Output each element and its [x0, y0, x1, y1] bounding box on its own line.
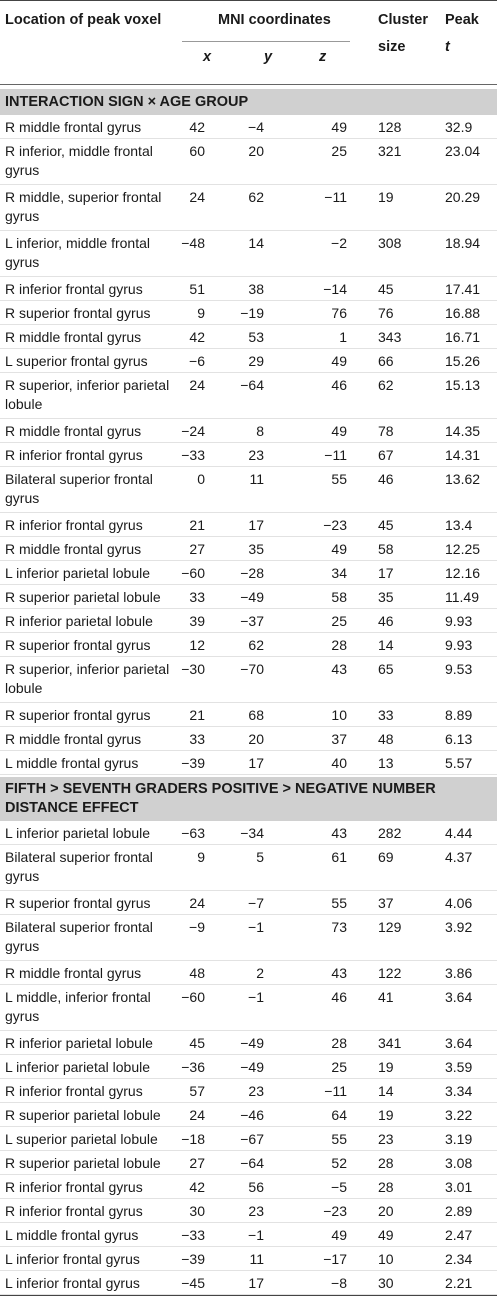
cell-peak-t: 15.13: [445, 377, 481, 393]
table-row: [0, 1223, 497, 1247]
cell-peak-t: 3.92: [445, 919, 473, 935]
table-row: [0, 915, 497, 961]
table-row: [0, 821, 497, 845]
cell-x: −63: [181, 825, 205, 841]
cell-x: 42: [189, 119, 205, 135]
cell-cluster-size: 46: [378, 613, 394, 629]
table-row: [0, 1199, 497, 1223]
cell-z: −23: [323, 1203, 347, 1219]
table-row: [0, 703, 497, 727]
cell-cluster-size: 341: [378, 1035, 402, 1051]
cell-y: −64: [240, 1155, 264, 1171]
cell-y: 5: [256, 849, 264, 865]
cell-z: −11: [324, 447, 347, 463]
cell-peak-t: 14.31: [445, 447, 481, 463]
cell-z: −23: [323, 517, 347, 533]
cell-y: 38: [248, 281, 264, 297]
table-row: [0, 513, 497, 537]
cell-location: R middle frontal gyrus: [5, 965, 142, 981]
cell-y: −34: [240, 825, 264, 841]
cell-z: −2: [331, 235, 347, 251]
cell-z: 43: [331, 965, 347, 981]
cell-peak-t: 12.16: [445, 565, 481, 581]
table-row: [0, 561, 497, 585]
header-peak-1: Peak: [445, 12, 479, 28]
table-row: [0, 1127, 497, 1151]
header-cluster-2: size: [378, 39, 406, 55]
table-row: [0, 231, 497, 277]
table-row: [0, 419, 497, 443]
cell-z: 25: [331, 1059, 347, 1075]
cell-y: 14: [248, 235, 264, 251]
table-row: [0, 985, 497, 1031]
cell-z: 25: [331, 613, 347, 629]
cell-y: −64: [240, 377, 264, 393]
cell-location: L inferior parietal lobule: [5, 825, 151, 841]
cell-z: 43: [331, 825, 347, 841]
cell-z: −8: [331, 1275, 347, 1291]
cell-y: −49: [240, 589, 264, 605]
cell-y: 11: [249, 471, 264, 487]
table-row: [0, 1175, 497, 1199]
cell-z: 28: [331, 637, 347, 653]
cell-y: −7: [248, 895, 264, 911]
cell-peak-t: 3.64: [445, 1035, 473, 1051]
cell-peak-t: 18.94: [445, 235, 481, 251]
cell-peak-t: 3.01: [445, 1179, 473, 1195]
cell-y: −49: [240, 1035, 264, 1051]
cell-y: 62: [248, 637, 264, 653]
cell-location: L superior frontal gyrus: [5, 353, 148, 369]
cell-peak-t: 4.06: [445, 895, 473, 911]
cell-y: 20: [248, 143, 264, 159]
cell-cluster-size: 122: [378, 965, 402, 981]
cell-cluster-size: 14: [378, 637, 394, 653]
cell-location: L middle frontal gyrus: [5, 755, 139, 771]
cell-y: −28: [240, 565, 264, 581]
cell-x: 27: [189, 1155, 205, 1171]
cell-cluster-size: 46: [378, 471, 394, 487]
cell-y: −49: [240, 1059, 264, 1075]
cell-x: 51: [189, 281, 205, 297]
cell-y: −1: [248, 1227, 264, 1243]
cell-x: 24: [189, 1107, 205, 1123]
cell-cluster-size: 37: [378, 895, 394, 911]
cell-y: 23: [248, 447, 264, 463]
cell-y: 53: [248, 329, 264, 345]
table-row: [0, 727, 497, 751]
cell-cluster-size: 128: [378, 119, 402, 135]
cell-peak-t: 3.64: [445, 989, 473, 1005]
cell-z: 43: [331, 661, 347, 677]
cell-z: 64: [331, 1107, 347, 1123]
cell-z: −17: [323, 1251, 347, 1267]
cell-location: R middle frontal gyrus: [5, 731, 142, 747]
cell-location: R middle, superior frontal gyrus: [5, 189, 162, 224]
cell-x: 42: [189, 1179, 205, 1195]
cell-location: L inferior, middle frontal gyrus: [5, 235, 150, 270]
cell-x: −60: [181, 565, 205, 581]
cell-y: 56: [248, 1179, 264, 1195]
cell-location: R inferior frontal gyrus: [5, 281, 143, 297]
cell-peak-t: 3.86: [445, 965, 473, 981]
cell-z: 61: [331, 849, 347, 865]
cell-peak-t: 13.62: [445, 471, 481, 487]
cell-y: 17: [248, 755, 264, 771]
cell-location: R middle frontal gyrus: [5, 423, 142, 439]
cell-x: −60: [181, 989, 205, 1005]
table-row: [0, 537, 497, 561]
cell-x: −33: [181, 447, 205, 463]
cell-peak-t: 2.21: [445, 1275, 473, 1291]
table-row: [0, 633, 497, 657]
cell-location: R superior, inferior parietal lobule: [5, 377, 170, 412]
cell-location: R inferior frontal gyrus: [5, 517, 143, 533]
cell-x: −39: [181, 1251, 205, 1267]
cell-y: 8: [256, 423, 264, 439]
header-rule: [0, 84, 497, 85]
cell-z: 55: [331, 1131, 347, 1147]
cell-x: −6: [189, 353, 205, 369]
table-row: [0, 277, 497, 301]
cell-location: R superior parietal lobule: [5, 1107, 161, 1123]
cell-x: 57: [189, 1083, 205, 1099]
cell-x: 24: [189, 377, 205, 393]
cell-x: 9: [197, 305, 205, 321]
table-row: [0, 1055, 497, 1079]
cell-location: R middle frontal gyrus: [5, 119, 142, 135]
cell-x: 9: [197, 849, 205, 865]
table-row: [0, 443, 497, 467]
cell-location: R superior parietal lobule: [5, 589, 161, 605]
cell-x: −24: [181, 423, 205, 439]
table-row: [0, 891, 497, 915]
cell-peak-t: 20.29: [445, 189, 481, 205]
cell-z: 46: [331, 377, 347, 393]
cell-location: R superior frontal gyrus: [5, 305, 151, 321]
cell-location: Bilateral superior frontal gyrus: [5, 919, 153, 954]
cell-cluster-size: 28: [378, 1155, 394, 1171]
mni-underline: [182, 41, 350, 42]
cell-z: 49: [331, 119, 347, 135]
cell-cluster-size: 308: [378, 235, 402, 251]
cell-z: −11: [324, 189, 347, 205]
cell-cluster-size: 19: [378, 1059, 394, 1075]
header-y: y: [264, 49, 273, 65]
cell-x: −9: [189, 919, 205, 935]
cell-location: L middle, inferior frontal gyrus: [5, 989, 151, 1024]
cell-peak-t: 12.25: [445, 541, 481, 557]
cell-x: −18: [181, 1131, 205, 1147]
table-row: [0, 373, 497, 419]
header-peak-2: t: [445, 39, 450, 55]
cell-cluster-size: 35: [378, 589, 394, 605]
cell-peak-t: 16.71: [445, 329, 481, 345]
cell-z: 37: [331, 731, 347, 747]
cell-z: 40: [331, 755, 347, 771]
cell-y: 20: [248, 731, 264, 747]
cell-cluster-size: 62: [378, 377, 394, 393]
cell-location: Bilateral superior frontal gyrus: [5, 849, 153, 884]
cell-location: L superior parietal lobule: [5, 1131, 158, 1147]
cell-z: 25: [331, 143, 347, 159]
table-row: [0, 1151, 497, 1175]
header-x: x: [203, 49, 212, 65]
table-row: [0, 845, 497, 891]
cell-cluster-size: 58: [378, 541, 394, 557]
cell-peak-t: 2.47: [445, 1227, 473, 1243]
cell-location: R superior frontal gyrus: [5, 707, 151, 723]
cell-z: 1: [339, 329, 347, 345]
cell-cluster-size: 129: [378, 919, 402, 935]
cell-y: 23: [248, 1083, 264, 1099]
cell-z: −5: [331, 1179, 347, 1195]
table-row: [0, 585, 497, 609]
cell-x: 21: [189, 707, 205, 723]
cell-peak-t: 9.53: [445, 661, 473, 677]
cell-z: 28: [331, 1035, 347, 1051]
cell-cluster-size: 23: [378, 1131, 394, 1147]
cell-peak-t: 3.59: [445, 1059, 473, 1075]
cell-peak-t: 4.44: [445, 825, 473, 841]
table-header: [0, 0, 497, 85]
cell-z: 58: [331, 589, 347, 605]
cell-location: L inferior frontal gyrus: [5, 1275, 140, 1291]
cell-location: R inferior, middle frontal gyrus: [5, 143, 153, 178]
cell-peak-t: 3.19: [445, 1131, 473, 1147]
cell-cluster-size: 19: [378, 189, 394, 205]
cell-cluster-size: 69: [378, 849, 394, 865]
cell-peak-t: 23.04: [445, 143, 481, 159]
cell-location: L middle frontal gyrus: [5, 1227, 139, 1243]
cell-peak-t: 4.37: [445, 849, 473, 865]
cell-location: R superior parietal lobule: [5, 1155, 161, 1171]
cell-cluster-size: 45: [378, 281, 394, 297]
cell-z: 49: [331, 353, 347, 369]
table-row: [0, 751, 497, 775]
cell-z: 49: [331, 541, 347, 557]
cell-x: 60: [189, 143, 205, 159]
cell-z: 76: [331, 305, 347, 321]
cell-location: R inferior frontal gyrus: [5, 1203, 143, 1219]
cell-y: 23: [248, 1203, 264, 1219]
cell-x: 48: [189, 965, 205, 981]
table-row: [0, 325, 497, 349]
section-title: INTERACTION SIGN × AGE GROUP: [0, 89, 497, 115]
cell-location: L inferior frontal gyrus: [5, 1251, 140, 1267]
table-row: [0, 115, 497, 139]
cell-x: 24: [189, 189, 205, 205]
cell-peak-t: 32.9: [445, 119, 473, 135]
table-row: [0, 657, 497, 703]
cell-x: 12: [189, 637, 205, 653]
cell-cluster-size: 66: [378, 353, 394, 369]
cell-cluster-size: 30: [378, 1275, 394, 1291]
cell-peak-t: 3.22: [445, 1107, 473, 1123]
cell-peak-t: 2.34: [445, 1251, 473, 1267]
cell-cluster-size: 343: [378, 329, 402, 345]
cell-location: R superior, inferior parietal lobule: [5, 661, 170, 696]
cell-location: R superior frontal gyrus: [5, 895, 151, 911]
cell-cluster-size: 282: [378, 825, 402, 841]
cell-x: 33: [189, 731, 205, 747]
cell-x: 30: [189, 1203, 205, 1219]
cell-x: 33: [189, 589, 205, 605]
cell-peak-t: 15.26: [445, 353, 481, 369]
cell-peak-t: 6.13: [445, 731, 473, 747]
cell-z: 49: [331, 423, 347, 439]
cell-location: R inferior frontal gyrus: [5, 447, 143, 463]
cell-location: R inferior frontal gyrus: [5, 1083, 143, 1099]
cell-peak-t: 8.89: [445, 707, 473, 723]
cell-x: 21: [189, 517, 205, 533]
cell-z: 55: [331, 895, 347, 911]
cell-x: −45: [181, 1275, 205, 1291]
cell-y: −46: [240, 1107, 264, 1123]
cell-location: R inferior parietal lobule: [5, 613, 153, 629]
cell-y: −70: [240, 661, 264, 677]
table-row: [0, 1271, 497, 1295]
cell-cluster-size: 76: [378, 305, 394, 321]
cell-location: R inferior frontal gyrus: [5, 1179, 143, 1195]
cell-x: 24: [189, 895, 205, 911]
cell-peak-t: 2.89: [445, 1203, 473, 1219]
cell-peak-t: 9.93: [445, 637, 473, 653]
cell-peak-t: 11.49: [445, 589, 479, 605]
cell-location: R superior frontal gyrus: [5, 637, 151, 653]
cell-y: 62: [248, 189, 264, 205]
cell-x: 45: [189, 1035, 205, 1051]
cell-peak-t: 5.57: [445, 755, 473, 771]
cell-location: R middle frontal gyrus: [5, 329, 142, 345]
cell-peak-t: 16.88: [445, 305, 481, 321]
cell-cluster-size: 48: [378, 731, 394, 747]
cell-z: −11: [324, 1083, 347, 1099]
section1-rows: [0, 115, 497, 775]
cell-x: 0: [197, 471, 205, 487]
cell-location: Bilateral superior frontal gyrus: [5, 471, 153, 506]
cell-location: R inferior parietal lobule: [5, 1035, 153, 1051]
cell-cluster-size: 19: [378, 1107, 394, 1123]
cell-location: R middle frontal gyrus: [5, 541, 142, 557]
cell-z: −14: [323, 281, 347, 297]
cell-y: 11: [249, 1251, 264, 1267]
cell-y: −19: [240, 305, 264, 321]
cell-peak-t: 13.4: [445, 517, 473, 533]
header-cluster-1: Cluster: [378, 12, 428, 28]
cell-cluster-size: 41: [378, 989, 394, 1005]
table-row: [0, 301, 497, 325]
cell-cluster-size: 14: [378, 1083, 394, 1099]
cell-y: 29: [248, 353, 264, 369]
cell-z: 49: [331, 1227, 347, 1243]
cell-z: 73: [331, 919, 347, 935]
cell-y: 2: [256, 965, 264, 981]
section2-rows: [0, 821, 497, 1295]
table-row: [0, 139, 497, 185]
cell-y: −1: [248, 989, 264, 1005]
cell-cluster-size: 67: [378, 447, 394, 463]
cell-cluster-size: 17: [378, 565, 394, 581]
table-row: [0, 1103, 497, 1127]
cell-cluster-size: 28: [378, 1179, 394, 1195]
cell-z: 46: [331, 989, 347, 1005]
cell-y: 17: [248, 517, 264, 533]
cell-z: 52: [331, 1155, 347, 1171]
cell-cluster-size: 321: [378, 143, 402, 159]
cell-location: L inferior parietal lobule: [5, 1059, 151, 1075]
table-row: [0, 1031, 497, 1055]
table-row: [0, 349, 497, 373]
cell-cluster-size: 13: [378, 755, 394, 771]
table-row: [0, 961, 497, 985]
table-row: [0, 1079, 497, 1103]
cell-peak-t: 3.08: [445, 1155, 473, 1171]
cell-peak-t: 3.34: [445, 1083, 473, 1099]
header-mni: MNI coordinates: [218, 12, 331, 28]
cell-y: −67: [240, 1131, 264, 1147]
cell-x: −33: [181, 1227, 205, 1243]
section-title: FIFTH > SEVENTH GRADERS POSITIVE > NEGATIVE NUMBER DISTANCE EFFECT: [0, 777, 497, 821]
cell-x: −36: [181, 1059, 205, 1075]
table-row: [0, 1247, 497, 1271]
cell-y: 68: [248, 707, 264, 723]
cell-peak-t: 14.35: [445, 423, 481, 439]
cell-cluster-size: 20: [378, 1203, 394, 1219]
header-z: z: [319, 49, 327, 65]
cell-x: −39: [181, 755, 205, 771]
cell-peak-t: 17.41: [445, 281, 481, 297]
cell-z: 34: [331, 565, 347, 581]
cell-y: −37: [240, 613, 264, 629]
cell-y: −1: [248, 919, 264, 935]
cell-location: L inferior parietal lobule: [5, 565, 151, 581]
cell-x: −30: [181, 661, 205, 677]
table-row: [0, 185, 497, 231]
cell-z: 55: [331, 471, 347, 487]
cell-cluster-size: 65: [378, 661, 394, 677]
cell-cluster-size: 10: [378, 1251, 394, 1267]
cell-y: −4: [248, 119, 264, 135]
cell-y: 35: [248, 541, 264, 557]
cell-peak-t: 9.93: [445, 613, 473, 629]
header-location: Location of peak voxel: [5, 12, 162, 28]
table-row: [0, 609, 497, 633]
cell-cluster-size: 49: [378, 1227, 394, 1243]
cell-z: 10: [331, 707, 347, 723]
cell-x: 42: [189, 329, 205, 345]
cell-cluster-size: 78: [378, 423, 394, 439]
cell-x: −48: [181, 235, 205, 251]
cell-x: 27: [189, 541, 205, 557]
cell-x: 39: [189, 613, 205, 629]
table-row: [0, 467, 497, 513]
cell-y: 17: [248, 1275, 264, 1291]
cell-cluster-size: 45: [378, 517, 394, 533]
cell-cluster-size: 33: [378, 707, 394, 723]
